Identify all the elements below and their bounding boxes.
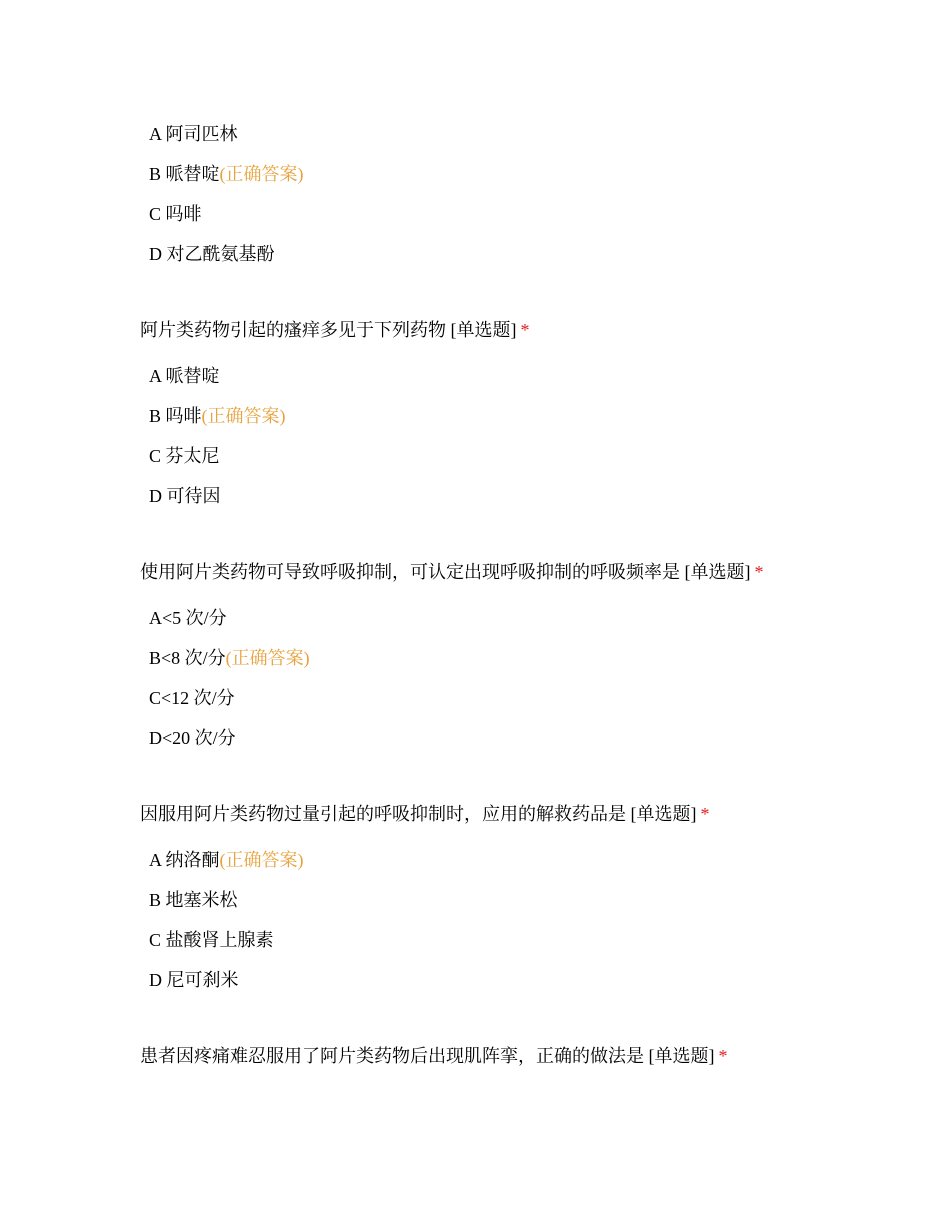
option-label: D 尼可刹米 [149,970,239,990]
question-text: 患者因疼痛难忍服用了阿片类药物后出现肌阵挛，正确的做法是 [单选题] [140,1046,715,1066]
question-title-q1 [140,318,530,342]
required-star: * [718,1046,728,1066]
correct-answer-tag: (正确答案) [225,648,310,668]
option-q0-a[interactable] [149,122,238,146]
option-q0-b[interactable] [149,162,304,186]
option-label: D 可待因 [149,486,221,506]
option-label: B<8 次/分 [149,648,226,668]
option-label: B 哌替啶 [149,164,220,184]
option-label: B 地塞米松 [149,890,238,910]
question-text: 使用阿片类药物可导致呼吸抑制，可认定出现呼吸抑制的呼吸频率是 [单选题] [140,562,751,582]
required-star: * [520,320,530,340]
option-label: A 纳洛酮 [149,850,220,870]
option-q3-a[interactable] [149,848,304,872]
option-q0-c[interactable] [149,202,202,226]
option-q2-a[interactable] [149,606,227,630]
option-label: A 哌替啶 [149,366,220,386]
required-star: * [754,562,764,582]
option-label: C 吗啡 [149,204,202,224]
option-q2-d[interactable] [149,726,236,750]
correct-answer-tag: (正确答案) [201,406,286,426]
option-label: A 阿司匹林 [149,124,238,144]
question-text: 阿片类药物引起的瘙痒多见于下列药物 [单选题] [140,320,517,340]
option-q1-c[interactable] [149,444,220,468]
option-label: B 吗啡 [149,406,202,426]
option-label: D 对乙酰氨基酚 [149,244,275,264]
correct-answer-tag: (正确答案) [219,850,304,870]
option-q3-d[interactable] [149,968,239,992]
option-label: D<20 次/分 [149,728,236,748]
option-label: C 盐酸肾上腺素 [149,930,274,950]
option-q1-a[interactable] [149,364,220,388]
option-label: C<12 次/分 [149,688,235,708]
required-star: * [700,804,710,824]
option-q1-d[interactable] [149,484,221,508]
option-q1-b[interactable] [149,404,286,428]
question-title-q3 [140,802,710,826]
question-title-q2 [140,560,764,584]
option-q0-d[interactable] [149,242,275,266]
correct-answer-tag: (正确答案) [219,164,304,184]
option-q3-c[interactable] [149,928,274,952]
option-q2-c[interactable] [149,686,235,710]
option-q2-b[interactable] [149,646,310,670]
option-label: C 芬太尼 [149,446,220,466]
option-label: A<5 次/分 [149,608,227,628]
option-q3-b[interactable] [149,888,238,912]
question-text: 因服用阿片类药物过量引起的呼吸抑制时，应用的解救药品是 [单选题] [140,804,697,824]
question-title-q4 [140,1044,728,1068]
